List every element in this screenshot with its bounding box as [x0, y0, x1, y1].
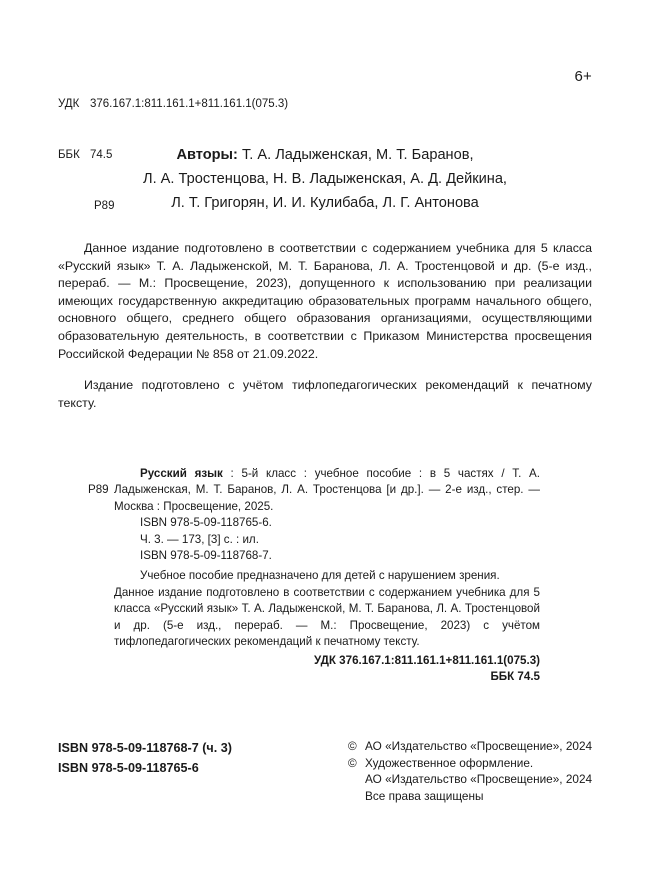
- cip-description: : 5-й класс : учебное пособие : в 5 частях / Т. А. Ладыженская, М. Т. Баранов, Л. А. Тростенцова [и др.]. — 2-е изд., стер. — Москва : Просвещение, 2025.: [114, 467, 540, 513]
- cip-volume-info: Ч. 3. — 173, [3] с. : ил.: [140, 532, 259, 546]
- cip-body: [114, 466, 540, 685]
- copyright-line-1: [348, 738, 608, 755]
- bbk-label: ББК: [58, 149, 80, 161]
- authors-line-3: Л. Т. Григорян, И. И. Кулибаба, Л. Г. Антонова: [171, 195, 479, 211]
- copyright-design: Художественное оформление.: [365, 755, 534, 770]
- cip-title-description: [114, 466, 540, 515]
- copyright-line-2: [348, 755, 608, 772]
- copyright-line-3: [348, 771, 608, 788]
- footer-isbn-part: ISBN 978-5-09-118768-7 (ч. 3): [58, 741, 232, 755]
- copyright-design-publisher: АО «Издательство «Просвещение», 2024: [365, 772, 593, 787]
- authors-label: Авторы:: [176, 147, 238, 163]
- copyright-block: [348, 738, 608, 804]
- bbk-value: 74.5: [90, 149, 113, 161]
- cip-isbn-set: ISBN 978-5-09-118765-6.: [140, 516, 272, 530]
- authors-line-2: Л. А. Тростенцова, Н. В. Ладыженская, А. Д. Дейкина,: [143, 171, 507, 187]
- copyright-rights-reserved: Все права защищены: [365, 788, 484, 803]
- udk-value: 376.167.1:811.161.1+811.161.1(075.3): [90, 98, 289, 110]
- authors-line-1: [58, 143, 592, 167]
- authors-line-1-names: Т. А. Ладыженская, М. Т. Баранов,: [237, 147, 474, 163]
- body-paragraph-1: Данное издание подготовлено в соответствии с содержанием учебника для 5 класса «Русский язык» Т. А. Ладыженской, М. Т. Баранова, Л. А. Тростенцовой и др. (5-е изд., перераб. — М.: Просвещение, 2023), допущенного к использованию при реализации имеющих государственную аккредитацию образовательных программ начального общего, основного общего, среднего общего образования организациями, осуществляющими образовательную деятельность, в соответствии с Приказом Министерства просвещения Российской Федерации № 858 от 21.09.2022.: [58, 241, 592, 361]
- body-paragraph-2: Издание подготовлено с учётом тифлопедагогических рекомендаций к печатному тексту.: [58, 378, 592, 410]
- authors-block: [58, 143, 592, 215]
- cip-udk: УДК 376.167.1:811.161.1+811.161.1(075.3): [314, 654, 540, 668]
- cip-note-line-2: Данное издание подготовлено в соответствии с содержанием учебника для 5 класса «Русский язык» Т. А. Ладыженской, М. Т. Баранова, Л. А. Тростенцовой и др. (5-е изд., перераб. — М.: Просвещение, 2023) с учётом тифлопедагогических рекомендаций к печатному тексту.: [114, 585, 540, 649]
- udk-label: УДК: [58, 98, 80, 110]
- cip-shelf-mark: Р89: [88, 483, 109, 496]
- shelf-mark: Р89: [94, 200, 115, 212]
- cip-note: [114, 568, 540, 650]
- age-rating-badge: 6+: [574, 68, 592, 85]
- cip-isbn-part: ISBN 978-5-09-118768-7.: [140, 549, 272, 563]
- copyright-icon-design: ©: [348, 755, 357, 770]
- copyright-icon: ©: [348, 739, 357, 753]
- cip-bbk: ББК 74.5: [490, 670, 540, 684]
- cip-isbn-list: [114, 515, 540, 564]
- cip-block: [88, 466, 543, 685]
- footer-isbn-set: ISBN 978-5-09-118765-6: [58, 761, 199, 775]
- udk-row: [58, 96, 288, 113]
- copyright-line-4: [348, 788, 608, 805]
- imprint-body: [58, 240, 592, 412]
- footer-isbn-block: [58, 738, 232, 778]
- cip-classification-codes: [114, 653, 540, 684]
- copyright-publisher: АО «Издательство «Просвещение», 2024: [365, 739, 593, 753]
- cip-note-line-1: Учебное пособие предназначено для детей с нарушением зрения.: [140, 569, 500, 583]
- cip-book-title: Русский язык: [140, 467, 223, 480]
